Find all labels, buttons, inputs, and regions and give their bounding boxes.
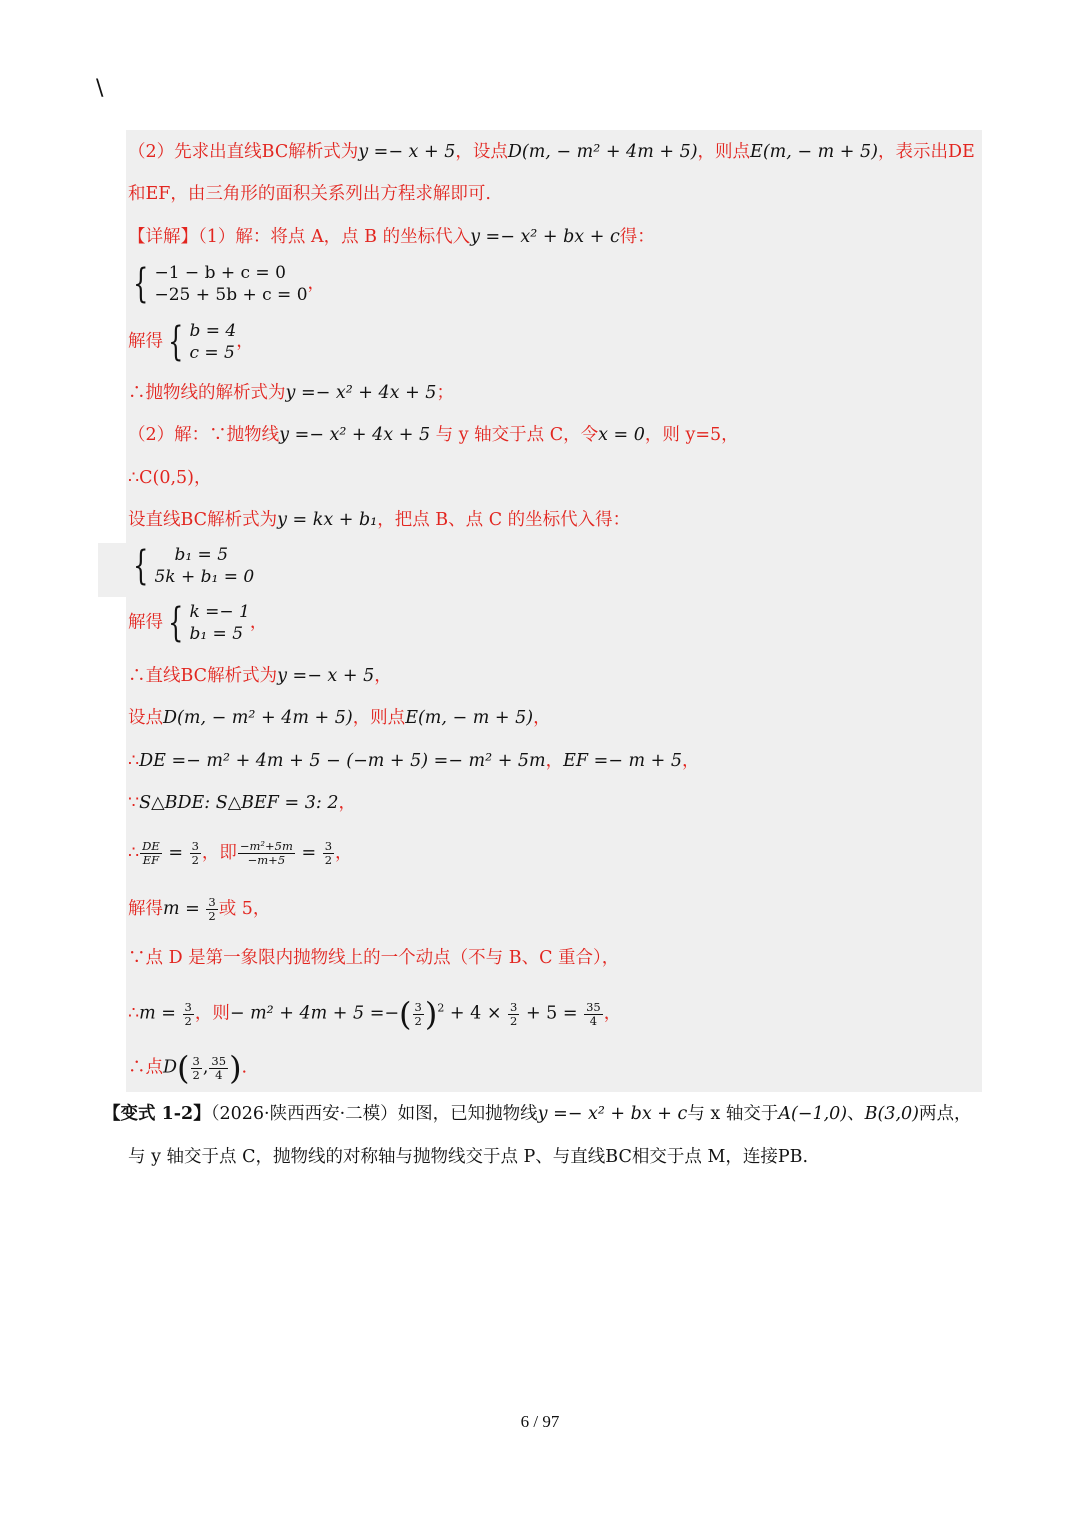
corner-mark: \: [96, 76, 104, 101]
equation-system-2: { b₁ = 5 5k + b₁ = 0: [133, 543, 255, 589]
solution-step-5: ∴C(0,5)，: [128, 468, 212, 488]
solution-step-13: ∴ $\frac{DE}{EF}$ = $\frac{3}{2}$ ，即 $\frac{\text{−m²+5m}}{-m+5}$ = $\frac{3}{2}$ ，: [128, 839, 353, 867]
solution-step-15: ∵点 D 是第一象限内抛物线上的一个动点（不与 B、C 重合），: [128, 948, 620, 968]
page-number: 6 / 97: [520, 1412, 560, 1431]
analysis-line-2: 和EF，由三角形的面积关系列出方程求解即可.: [128, 184, 491, 204]
solution-step-6: 设直线BC解析式为y = kx + b₁，把点 B、点 C 的坐标代入得：: [128, 510, 631, 530]
solution-step-14: 解得m = $\frac{3}{2}$ 或 5，: [128, 895, 271, 923]
variant-problem-line-2: 与 y 轴交于点 C，抛物线的对称轴与抛物线交于点 P、与直线BC相交于点 M，连接PB.: [128, 1147, 809, 1167]
variant-problem-line-1: 【变式 1-2】（2026·陕西西安·二模）如图，已知抛物线y =− x² + bx + c与 x 轴交于A(−1,0)、B(3,0)两点，: [103, 1104, 972, 1124]
solution-step-4: （2）解：∵抛物线y =− x² + 4x + 5 与 y 轴交于点 C，令x = 0，则 y=5，: [128, 425, 739, 445]
shaded-panel-tab: [98, 543, 128, 597]
equation-system-1: { −1 − b + c = 0 −25 + 5b + c = 0 ，: [133, 261, 326, 307]
solution-step-16: ∴m = $\frac{3}{2}$ ，则− m² + 4m + 5 =−( $\frac{3}{2}$ )$^2$ + 4 × $\frac{3}{2}$ + 5 = $\frac{35}{4}$ ，: [128, 995, 622, 1033]
solution-step-17: ∴点D( $\frac{3}{2}$ , $\frac{35}{4}$ ).: [128, 1049, 248, 1087]
solution-step-11: ∴DE =− m² + 4m + 5 − (−m + 5) =− m² + 5m，EF =− m + 5，: [128, 751, 700, 771]
solution-values-2: 解得 { k =− 1 b₁ = 5 ，: [128, 600, 268, 646]
solution-step-1: 【详解】（1）解：将点 A，点 B 的坐标代入y =− x² + bx + c得：: [128, 227, 655, 247]
analysis-line-1: （2）先求出直线BC解析式为y =− x + 5，设点D(m, − m² + 4m + 5)，则点E(m, − m + 5)，表示出DE: [128, 142, 975, 162]
solution-step-9: ∴直线BC解析式为y =− x + 5，: [128, 666, 392, 686]
solution-values-1: 解得 { b = 4 c = 5 ，: [128, 319, 254, 365]
solution-step-3: ∴抛物线的解析式为y =− x² + 4x + 5；: [128, 383, 454, 403]
solution-step-12: ∵S△BDE: S△BEF = 3: 2，: [128, 793, 356, 813]
solution-step-10: 设点D(m, − m² + 4m + 5)，则点E(m, − m + 5)，: [128, 708, 551, 728]
